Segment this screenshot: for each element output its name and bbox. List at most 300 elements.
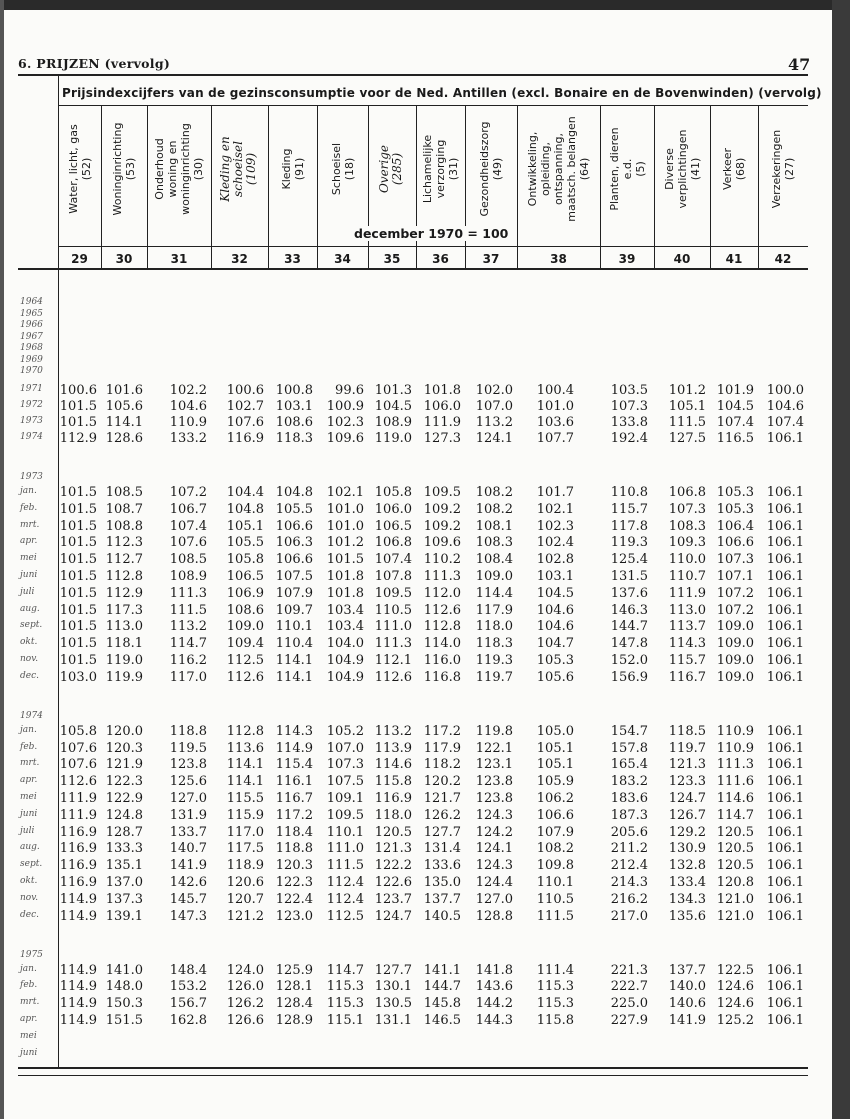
- table-cell: 104.6: [766, 399, 804, 414]
- table-cell: 144.3: [475, 1013, 513, 1028]
- table-cell: 132.8: [668, 858, 706, 874]
- row-label: juni: [20, 1047, 38, 1058]
- table-cell: 156.9: [610, 669, 648, 685]
- table-cell: 106.9: [226, 585, 264, 601]
- table-cell: 157.8: [610, 740, 648, 756]
- table-cell: 141.0: [105, 962, 143, 978]
- table-cell: 162.8: [169, 1013, 207, 1028]
- table-cell: 115.8: [536, 1013, 574, 1028]
- table-cell: 114.4: [475, 585, 513, 601]
- table-cell: 109.5: [374, 585, 412, 601]
- column-number-41: 41: [725, 252, 743, 266]
- table-cell: 104.6: [536, 619, 574, 635]
- table-cell: 120.5: [374, 824, 412, 840]
- table-cell: 107.9: [536, 824, 574, 840]
- row-label: juli: [20, 586, 35, 597]
- column-header-line: (109): [243, 152, 258, 186]
- table-cell: 108.5: [105, 485, 143, 500]
- row-label: 1968: [20, 343, 43, 353]
- column-header-36: [421, 110, 460, 228]
- column-number-29: 29: [71, 252, 88, 266]
- column-divider: [101, 106, 102, 268]
- column-header-line: Woninginrichting: [111, 122, 124, 216]
- table-cell: 115.7: [668, 653, 706, 668]
- table-cell: 109.5: [423, 485, 461, 500]
- row-label: aug.: [20, 603, 40, 614]
- row-label: sept.: [20, 620, 43, 631]
- table-cell: 211.2: [610, 841, 648, 857]
- table-cell: 102.2: [169, 383, 207, 398]
- table-cell: 140.7: [169, 841, 207, 857]
- table-cell: 101.5: [59, 619, 97, 635]
- table-cell: 127.7: [374, 962, 412, 978]
- table-cell: 100.9: [326, 399, 364, 414]
- table-cell: 106.1: [766, 824, 804, 840]
- table-cell: 114.3: [275, 723, 313, 739]
- table-cell: 105.6: [536, 669, 574, 685]
- table-cell: 114.9: [59, 908, 97, 924]
- table-cell: 123.8: [169, 757, 207, 773]
- table-cell: 141.9: [668, 1013, 706, 1028]
- row-label: 1973: [20, 416, 43, 426]
- table-cell: 128.6: [105, 431, 143, 446]
- table-cell: 105.9: [536, 774, 574, 790]
- table-cell: 106.6: [716, 535, 754, 551]
- table-cell: 114.7: [169, 636, 207, 652]
- table-cell: 115.3: [536, 996, 574, 1012]
- table-cell: 119.3: [475, 653, 513, 668]
- column-header-line: verzorging: [434, 139, 447, 199]
- row-label: 1974: [20, 710, 43, 721]
- table-cell: 121.3: [668, 757, 706, 773]
- table-cell: 108.4: [475, 552, 513, 568]
- table-cell: 118.9: [226, 858, 264, 874]
- column-divider: [368, 106, 369, 268]
- table-cell: 102.3: [326, 415, 364, 430]
- table-cell: 123.8: [475, 774, 513, 790]
- table-cell: 101.5: [59, 552, 97, 568]
- column-header-line: (5): [633, 161, 647, 177]
- table-cell: 108.6: [226, 602, 264, 618]
- column-divider: [465, 106, 466, 268]
- table-cell: 101.5: [59, 653, 97, 668]
- table-cell: 103.1: [536, 569, 574, 584]
- table-cell: 101.5: [59, 602, 97, 618]
- table-cell: 115.3: [326, 979, 364, 995]
- row-label: mrt.: [20, 758, 40, 769]
- column-divider: [758, 106, 759, 268]
- table-cell: 117.9: [475, 602, 513, 618]
- table-cell: 114.1: [226, 757, 264, 773]
- table-cell: 104.6: [169, 399, 207, 414]
- table-cell: 112.6: [59, 774, 97, 790]
- row-label: 1970: [20, 366, 43, 376]
- table-cell: 108.8: [105, 518, 143, 534]
- table-cell: 106.1: [766, 569, 804, 584]
- column-header-line: maatsch. belangen: [565, 116, 578, 222]
- table-cell: 112.9: [105, 585, 143, 601]
- table-cell: 118.3: [475, 636, 513, 652]
- table-cell: 113.6: [226, 740, 264, 756]
- table-cell: 119.8: [475, 723, 513, 739]
- table-cell: 111.5: [536, 908, 574, 924]
- table-cell: 127.0: [169, 791, 207, 806]
- row-label: apr.: [20, 775, 38, 786]
- table-cell: 137.3: [105, 891, 143, 907]
- column-header-line: (49): [491, 157, 504, 181]
- column-number-31: 31: [170, 252, 188, 266]
- table-cell: 107.1: [716, 569, 754, 584]
- column-number-37: 37: [482, 252, 500, 266]
- table-cell: 106.0: [423, 399, 461, 414]
- table-cell: 117.0: [169, 669, 207, 685]
- table-cell: 109.4: [226, 636, 264, 652]
- table-cell: 109.0: [226, 619, 264, 635]
- table-cell: 101.5: [59, 415, 97, 430]
- table-cell: 217.0: [610, 908, 648, 924]
- column-header-line: (53): [124, 157, 137, 181]
- column-number-30: 30: [115, 252, 133, 266]
- table-cell: 122.4: [275, 891, 313, 907]
- column-header-32: [219, 110, 258, 228]
- table-cell: 99.6: [335, 383, 364, 398]
- table-cell: 114.7: [326, 962, 364, 978]
- column-header-35: [378, 110, 404, 228]
- table-cell: 107.2: [716, 602, 754, 618]
- table-cell: 128.7: [105, 824, 143, 840]
- table-cell: 152.0: [610, 653, 648, 668]
- table-cell: 103.0: [59, 669, 97, 685]
- table-cell: 183.2: [610, 774, 648, 790]
- table-cell: 118.5: [668, 723, 706, 739]
- table-cell: 107.2: [716, 585, 754, 601]
- table-cell: 103.1: [275, 399, 313, 414]
- column-header-line: Verkeer: [721, 148, 734, 190]
- table-cell: 118.4: [275, 824, 313, 840]
- table-cell: 101.0: [326, 518, 364, 534]
- table-cell: 106.1: [766, 485, 804, 500]
- table-cell: 110.1: [326, 824, 364, 840]
- table-cell: 114.9: [59, 996, 97, 1012]
- column-header-line: (91): [292, 157, 306, 181]
- table-cell: 106.1: [766, 979, 804, 995]
- column-header-line: (52): [79, 157, 93, 181]
- column-number-38: 38: [550, 252, 567, 266]
- table-cell: 110.7: [668, 569, 706, 584]
- table-cell: 127.5: [668, 431, 706, 446]
- row-label: mei: [20, 553, 37, 564]
- table-cell: 100.8: [275, 383, 313, 398]
- column-header-line: (30): [192, 157, 205, 181]
- column-header-line: e.d.: [620, 158, 634, 180]
- table-cell: 107.0: [326, 740, 364, 756]
- table-cell: 141.9: [169, 858, 207, 874]
- table-cell: 118.1: [105, 636, 143, 652]
- table-cell: 106.6: [275, 552, 313, 568]
- table-cell: 111.0: [374, 619, 412, 635]
- table-cell: 110.5: [536, 891, 574, 907]
- table-cell: 106.1: [766, 996, 804, 1012]
- table-cell: 131.5: [610, 569, 648, 584]
- section-title: 6. PRIJZEN (vervolg): [18, 56, 171, 71]
- table-cell: 101.9: [716, 383, 754, 398]
- table-cell: 103.4: [326, 602, 364, 618]
- table-cell: 104.7: [536, 636, 574, 652]
- table-cell: 106.2: [536, 791, 574, 806]
- table-cell: 110.2: [423, 552, 461, 568]
- table-cell: 113.0: [668, 602, 706, 618]
- column-header-29: [67, 110, 93, 228]
- table-cell: 102.7: [226, 399, 264, 414]
- table-cell: 114.9: [59, 1013, 97, 1028]
- column-header-line: verplichtingen: [675, 129, 689, 209]
- table-cell: 150.3: [105, 996, 143, 1012]
- table-cell: 119.7: [668, 740, 706, 756]
- table-cell: 116.9: [59, 875, 97, 890]
- table-cell: 122.3: [105, 774, 143, 790]
- table-cell: 122.3: [275, 875, 313, 890]
- table-cell: 111.9: [59, 807, 97, 823]
- table-cell: 114.1: [105, 415, 143, 430]
- table-cell: 141.1: [423, 962, 461, 978]
- table-cell: 114.9: [59, 891, 97, 907]
- table-cell: 118.8: [169, 723, 207, 739]
- table-cell: 101.8: [326, 569, 364, 584]
- row-label: mrt.: [20, 997, 40, 1008]
- table-cell: 126.2: [226, 996, 264, 1012]
- table-cell: 107.8: [374, 569, 412, 584]
- table-cell: 116.1: [275, 774, 313, 790]
- table-cell: 131.4: [423, 841, 461, 857]
- table-cell: 104.9: [326, 653, 364, 668]
- table-cell: 148.0: [105, 979, 143, 995]
- table-cell: 137.7: [668, 962, 706, 978]
- top-rule: [18, 74, 808, 76]
- table-cell: 111.4: [536, 962, 574, 978]
- table-cell: 119.3: [610, 535, 648, 551]
- table-cell: 133.2: [169, 431, 207, 446]
- table-cell: 105.6: [105, 399, 143, 414]
- table-cell: 116.7: [668, 669, 706, 685]
- table-cell: 101.2: [326, 535, 364, 551]
- table-cell: 101.5: [59, 636, 97, 652]
- table-cell: 104.5: [716, 399, 754, 414]
- table-cell: 117.5: [226, 841, 264, 857]
- table-cell: 128.9: [275, 1013, 313, 1028]
- row-label: dec.: [20, 670, 39, 681]
- table-cell: 114.7: [716, 807, 754, 823]
- row-label: jan.: [20, 486, 37, 496]
- table-cell: 106.8: [668, 485, 706, 500]
- row-label: okt.: [20, 876, 38, 886]
- table-cell: 112.5: [326, 908, 364, 924]
- column-header-33: [280, 110, 306, 228]
- table-cell: 103.5: [610, 383, 648, 398]
- table-cell: 117.9: [423, 740, 461, 756]
- table-cell: 106.1: [766, 518, 804, 534]
- table-cell: 140.0: [668, 979, 706, 995]
- table-cell: 105.8: [374, 485, 412, 500]
- table-cell: 108.2: [475, 485, 513, 500]
- table-cell: 120.5: [716, 824, 754, 840]
- column-header-line: Water, licht, gas: [66, 124, 80, 214]
- table-cell: 106.5: [374, 518, 412, 534]
- table-cell: 125.6: [169, 774, 207, 790]
- table-cell: 133.8: [610, 415, 648, 430]
- table-cell: 105.1: [668, 399, 706, 414]
- table-cell: 106.1: [766, 875, 804, 890]
- table-cell: 107.3: [610, 399, 648, 414]
- table-cell: 135.6: [668, 908, 706, 924]
- table-cell: 106.7: [169, 501, 207, 517]
- table-cell: 105.8: [226, 552, 264, 568]
- column-number-32: 32: [231, 252, 248, 266]
- table-cell: 101.5: [59, 501, 97, 517]
- table-cell: 222.7: [610, 979, 648, 995]
- table-cell: 106.1: [766, 619, 804, 635]
- table-cell: 105.1: [536, 757, 574, 773]
- column-header-line: Onderhoud: [153, 138, 166, 200]
- column-header-line: Kleding: [279, 148, 293, 190]
- table-cell: 101.5: [59, 399, 97, 414]
- table-cell: 124.0: [226, 962, 264, 978]
- table-cell: 110.5: [374, 602, 412, 618]
- table-cell: 111.9: [668, 585, 706, 601]
- row-label: sept.: [20, 859, 43, 870]
- table-cell: 123.7: [374, 891, 412, 907]
- row-label: 1965: [20, 308, 43, 319]
- table-cell: 105.0: [536, 723, 574, 739]
- table-cell: 124.6: [716, 979, 754, 995]
- table-cell: 137.0: [105, 875, 143, 890]
- table-cell: 124.6: [716, 996, 754, 1012]
- column-header-line: (18): [342, 157, 356, 181]
- table-cell: 106.1: [766, 602, 804, 618]
- table-cell: 105.3: [716, 485, 754, 500]
- table-cell: 111.3: [169, 585, 207, 601]
- table-cell: 212.4: [610, 858, 648, 874]
- table-cell: 100.4: [536, 383, 574, 398]
- row-label: dec.: [20, 909, 39, 920]
- table-cell: 107.0: [475, 399, 513, 414]
- table-cell: 105.5: [226, 535, 264, 551]
- column-header-line: (31): [447, 157, 460, 181]
- table-cell: 121.2: [226, 908, 264, 924]
- table-cell: 115.5: [226, 791, 264, 806]
- table-cell: 112.6: [226, 669, 264, 685]
- table-cell: 119.0: [105, 653, 143, 668]
- table-cell: 106.1: [766, 791, 804, 806]
- table-cell: 102.0: [475, 383, 513, 398]
- row-label: feb.: [20, 502, 38, 513]
- row-label: 1975: [20, 949, 43, 960]
- table-cell: 119.0: [374, 431, 412, 446]
- column-divider: [317, 106, 318, 268]
- table-cell: 107.6: [59, 757, 97, 773]
- column-divider: [268, 106, 269, 268]
- table-cell: 128.1: [275, 979, 313, 995]
- row-label: 1967: [20, 331, 43, 342]
- column-header-line: Verzekeringen: [770, 129, 783, 209]
- table-cell: 112.7: [105, 552, 143, 568]
- table-cell: 126.0: [226, 979, 264, 995]
- table-cell: 123.1: [475, 757, 513, 773]
- column-header-line: woning en: [166, 140, 179, 198]
- table-cell: 109.0: [716, 669, 754, 685]
- table-cell: 133.3: [105, 841, 143, 857]
- table-cell: 124.3: [475, 807, 513, 823]
- table-cell: 114.1: [275, 669, 313, 685]
- column-header-line: ontspanning,: [552, 133, 565, 205]
- table-cell: 119.9: [105, 669, 143, 685]
- table-cell: 113.2: [475, 415, 513, 430]
- table-cell: 106.1: [766, 501, 804, 517]
- table-cell: 108.5: [169, 552, 207, 568]
- table-cell: 106.1: [766, 891, 804, 907]
- table-cell: 110.8: [610, 485, 648, 500]
- table-cell: 126.7: [668, 807, 706, 823]
- table-cell: 106.5: [226, 569, 264, 584]
- table-cell: 115.3: [536, 979, 574, 995]
- column-number-34: 34: [334, 252, 351, 266]
- table-cell: 125.4: [610, 552, 648, 568]
- table-cell: 114.1: [275, 653, 313, 668]
- table-cell: 110.9: [716, 740, 754, 756]
- row-label: mei: [20, 792, 37, 802]
- table-cell: 104.5: [536, 585, 574, 601]
- table-cell: 106.1: [766, 774, 804, 790]
- table-cell: 109.2: [423, 501, 461, 517]
- table-cell: 109.0: [716, 636, 754, 652]
- table-cell: 111.5: [326, 858, 364, 874]
- column-header-line: Diverse: [662, 148, 676, 190]
- table-cell: 115.4: [275, 757, 313, 773]
- table-cell: 106.3: [275, 535, 313, 551]
- column-number-42: 42: [774, 252, 792, 266]
- row-label: juni: [20, 808, 38, 819]
- table-cell: 143.6: [475, 979, 513, 995]
- table-cell: 105.3: [536, 653, 574, 668]
- table-cell: 101.8: [326, 585, 364, 601]
- table-cell: 151.5: [105, 1013, 143, 1028]
- table-cell: 122.9: [105, 791, 143, 806]
- column-divider: [416, 106, 417, 268]
- table-cell: 127.3: [423, 431, 461, 446]
- table-cell: 107.4: [169, 518, 207, 534]
- base-period-label: december 1970 = 100: [350, 226, 512, 241]
- column-header-line: (285): [390, 152, 404, 186]
- table-cell: 117.2: [423, 723, 461, 739]
- table-cell: 107.3: [716, 552, 754, 568]
- table-cell: 106.1: [766, 757, 804, 773]
- table-cell: 102.3: [536, 518, 574, 534]
- table-cell: 130.5: [374, 996, 412, 1012]
- table-cell: 120.0: [105, 723, 143, 739]
- table-cell: 106.1: [766, 636, 804, 652]
- table-cell: 107.5: [326, 774, 364, 790]
- table-cell: 111.5: [169, 602, 207, 618]
- column-header-line: Lichamelijke: [421, 134, 434, 204]
- table-cell: 100.0: [766, 383, 804, 398]
- table-cell: 124.2: [475, 824, 513, 840]
- table-cell: 107.9: [275, 585, 313, 601]
- table-cell: 101.3: [374, 383, 412, 398]
- table-cell: 127.7: [423, 824, 461, 840]
- table-cell: 124.7: [668, 791, 706, 806]
- table-cell: 121.7: [423, 791, 461, 806]
- table-cell: 122.5: [716, 962, 754, 978]
- table-cell: 101.6: [105, 383, 143, 398]
